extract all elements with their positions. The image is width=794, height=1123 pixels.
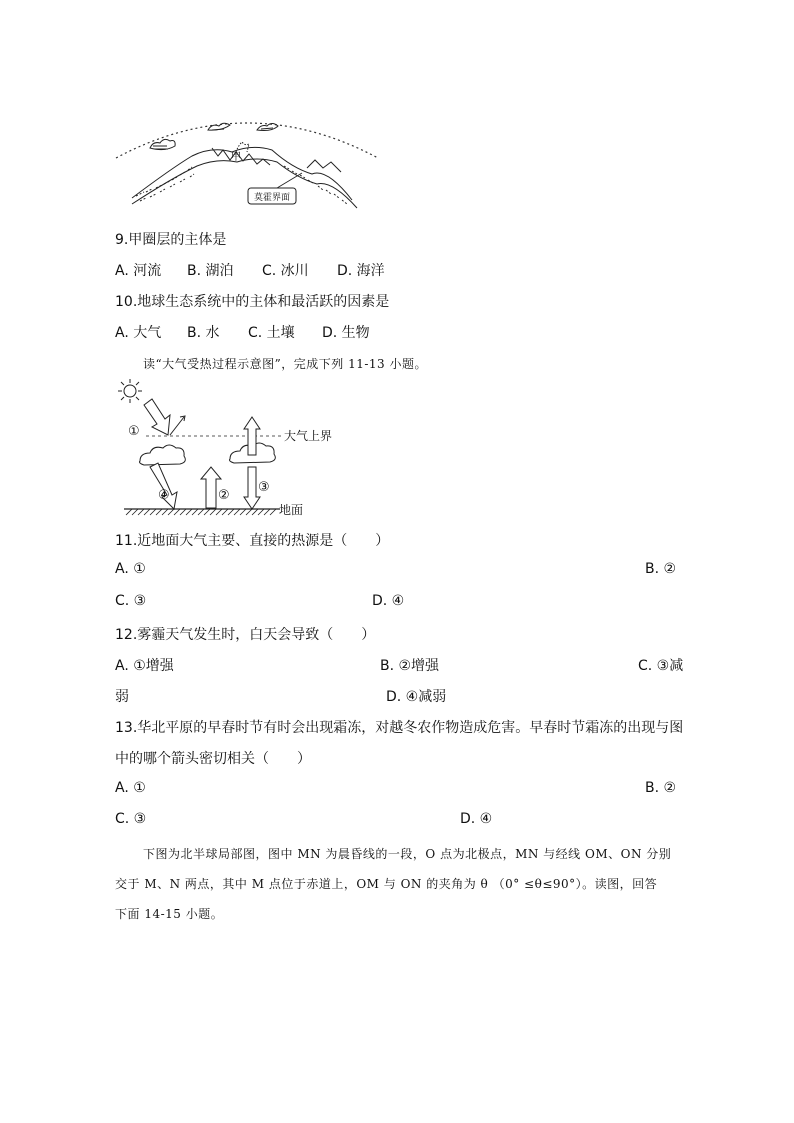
ground-label: 地面 (279, 503, 304, 517)
intro-14-15-line-1: 下图为北半球局部图，图中 MN 为晨昏线的一段，O 点为北极点，MN 与经线 OM、ON 分别 (143, 847, 672, 861)
q13-option-a[interactable]: A. ① (115, 780, 146, 796)
question-12-stem: 12.雾霾天气发生时，白天会导致（ ） (115, 627, 376, 643)
q9-option-b[interactable]: B. 湖泊 (187, 263, 234, 279)
q12-option-d[interactable]: D. ④减弱 (386, 689, 447, 705)
question-13-stem-line-2: 中的哪个箭头密切相关（ ） (115, 751, 311, 767)
q10-option-c[interactable]: C. 土壤 (248, 325, 295, 341)
cloud-icon (150, 123, 278, 149)
q11-option-a[interactable]: A. ① (115, 561, 146, 577)
earth-spheres-figure (112, 108, 382, 216)
q9-option-d[interactable]: D. 海洋 (337, 263, 385, 279)
q10-option-d[interactable]: D. 生物 (322, 325, 370, 341)
atmosphere-top-label: 大气上界 (284, 429, 333, 443)
q11-option-d[interactable]: D. ④ (372, 593, 405, 609)
q10-option-b[interactable]: B. 水 (187, 325, 220, 341)
q12-option-c[interactable]: C. ③减 (638, 658, 684, 674)
q12-option-a[interactable]: A. ①增强 (115, 658, 174, 674)
reflected-arrow (170, 417, 184, 435)
label-circle-4: ④ (158, 488, 170, 503)
q12-option-c-continued: 弱 (115, 689, 129, 705)
sun-icon (118, 379, 142, 403)
question-11-stem: 11.近地面大气主要、直接的热源是（ ） (115, 533, 390, 549)
q13-option-d[interactable]: D. ④ (460, 811, 493, 827)
atmosphere-boundary-arc (116, 123, 378, 158)
label-jia: 甲 (231, 152, 241, 163)
atmospheric-heating-figure (112, 375, 372, 517)
q13-option-b[interactable]: B. ② (645, 780, 677, 796)
mountain-strata-icon (132, 142, 357, 208)
q9-option-c[interactable]: C. 冰川 (262, 263, 309, 279)
intro-14-15-line-2: 交于 M、N 两点，其中 M 点位于赤道上，OM 与 ON 的夹角为 θ （0° ≤θ≤90°）。读图，回答 (115, 877, 658, 891)
question-9-stem: 9.甲圈层的主体是 (115, 232, 227, 248)
intro-14-15-line-3: 下面 14-15 小题。 (115, 907, 224, 921)
label-moho: 莫霍界面 (253, 193, 291, 203)
label-circle-3: ③ (258, 480, 270, 495)
ground-hatch (126, 509, 276, 515)
intro-11-13: 读“大气受热过程示意图”，完成下列 11-13 小题。 (143, 357, 427, 371)
label-circle-2: ② (218, 488, 230, 503)
arrow-1-solar-radiation (144, 399, 170, 435)
q11-option-c[interactable]: C. ③ (115, 593, 147, 609)
label-circle-1: ① (128, 424, 140, 439)
q13-option-c[interactable]: C. ③ (115, 811, 147, 827)
question-13-stem-line-1: 13.华北平原的早春时节有时会出现霜冻，对越冬农作物造成危害。早春时节霜冻的出现与图 (115, 720, 684, 736)
q9-option-a[interactable]: A. 河流 (115, 263, 162, 279)
q11-option-b[interactable]: B. ② (645, 561, 677, 577)
q10-option-a[interactable]: A. 大气 (115, 325, 162, 341)
q12-option-b[interactable]: B. ②增强 (380, 658, 440, 674)
moho-pointer-line (277, 173, 302, 188)
question-10-stem: 10.地球生态系统中的主体和最活跃的因素是 (115, 294, 390, 310)
